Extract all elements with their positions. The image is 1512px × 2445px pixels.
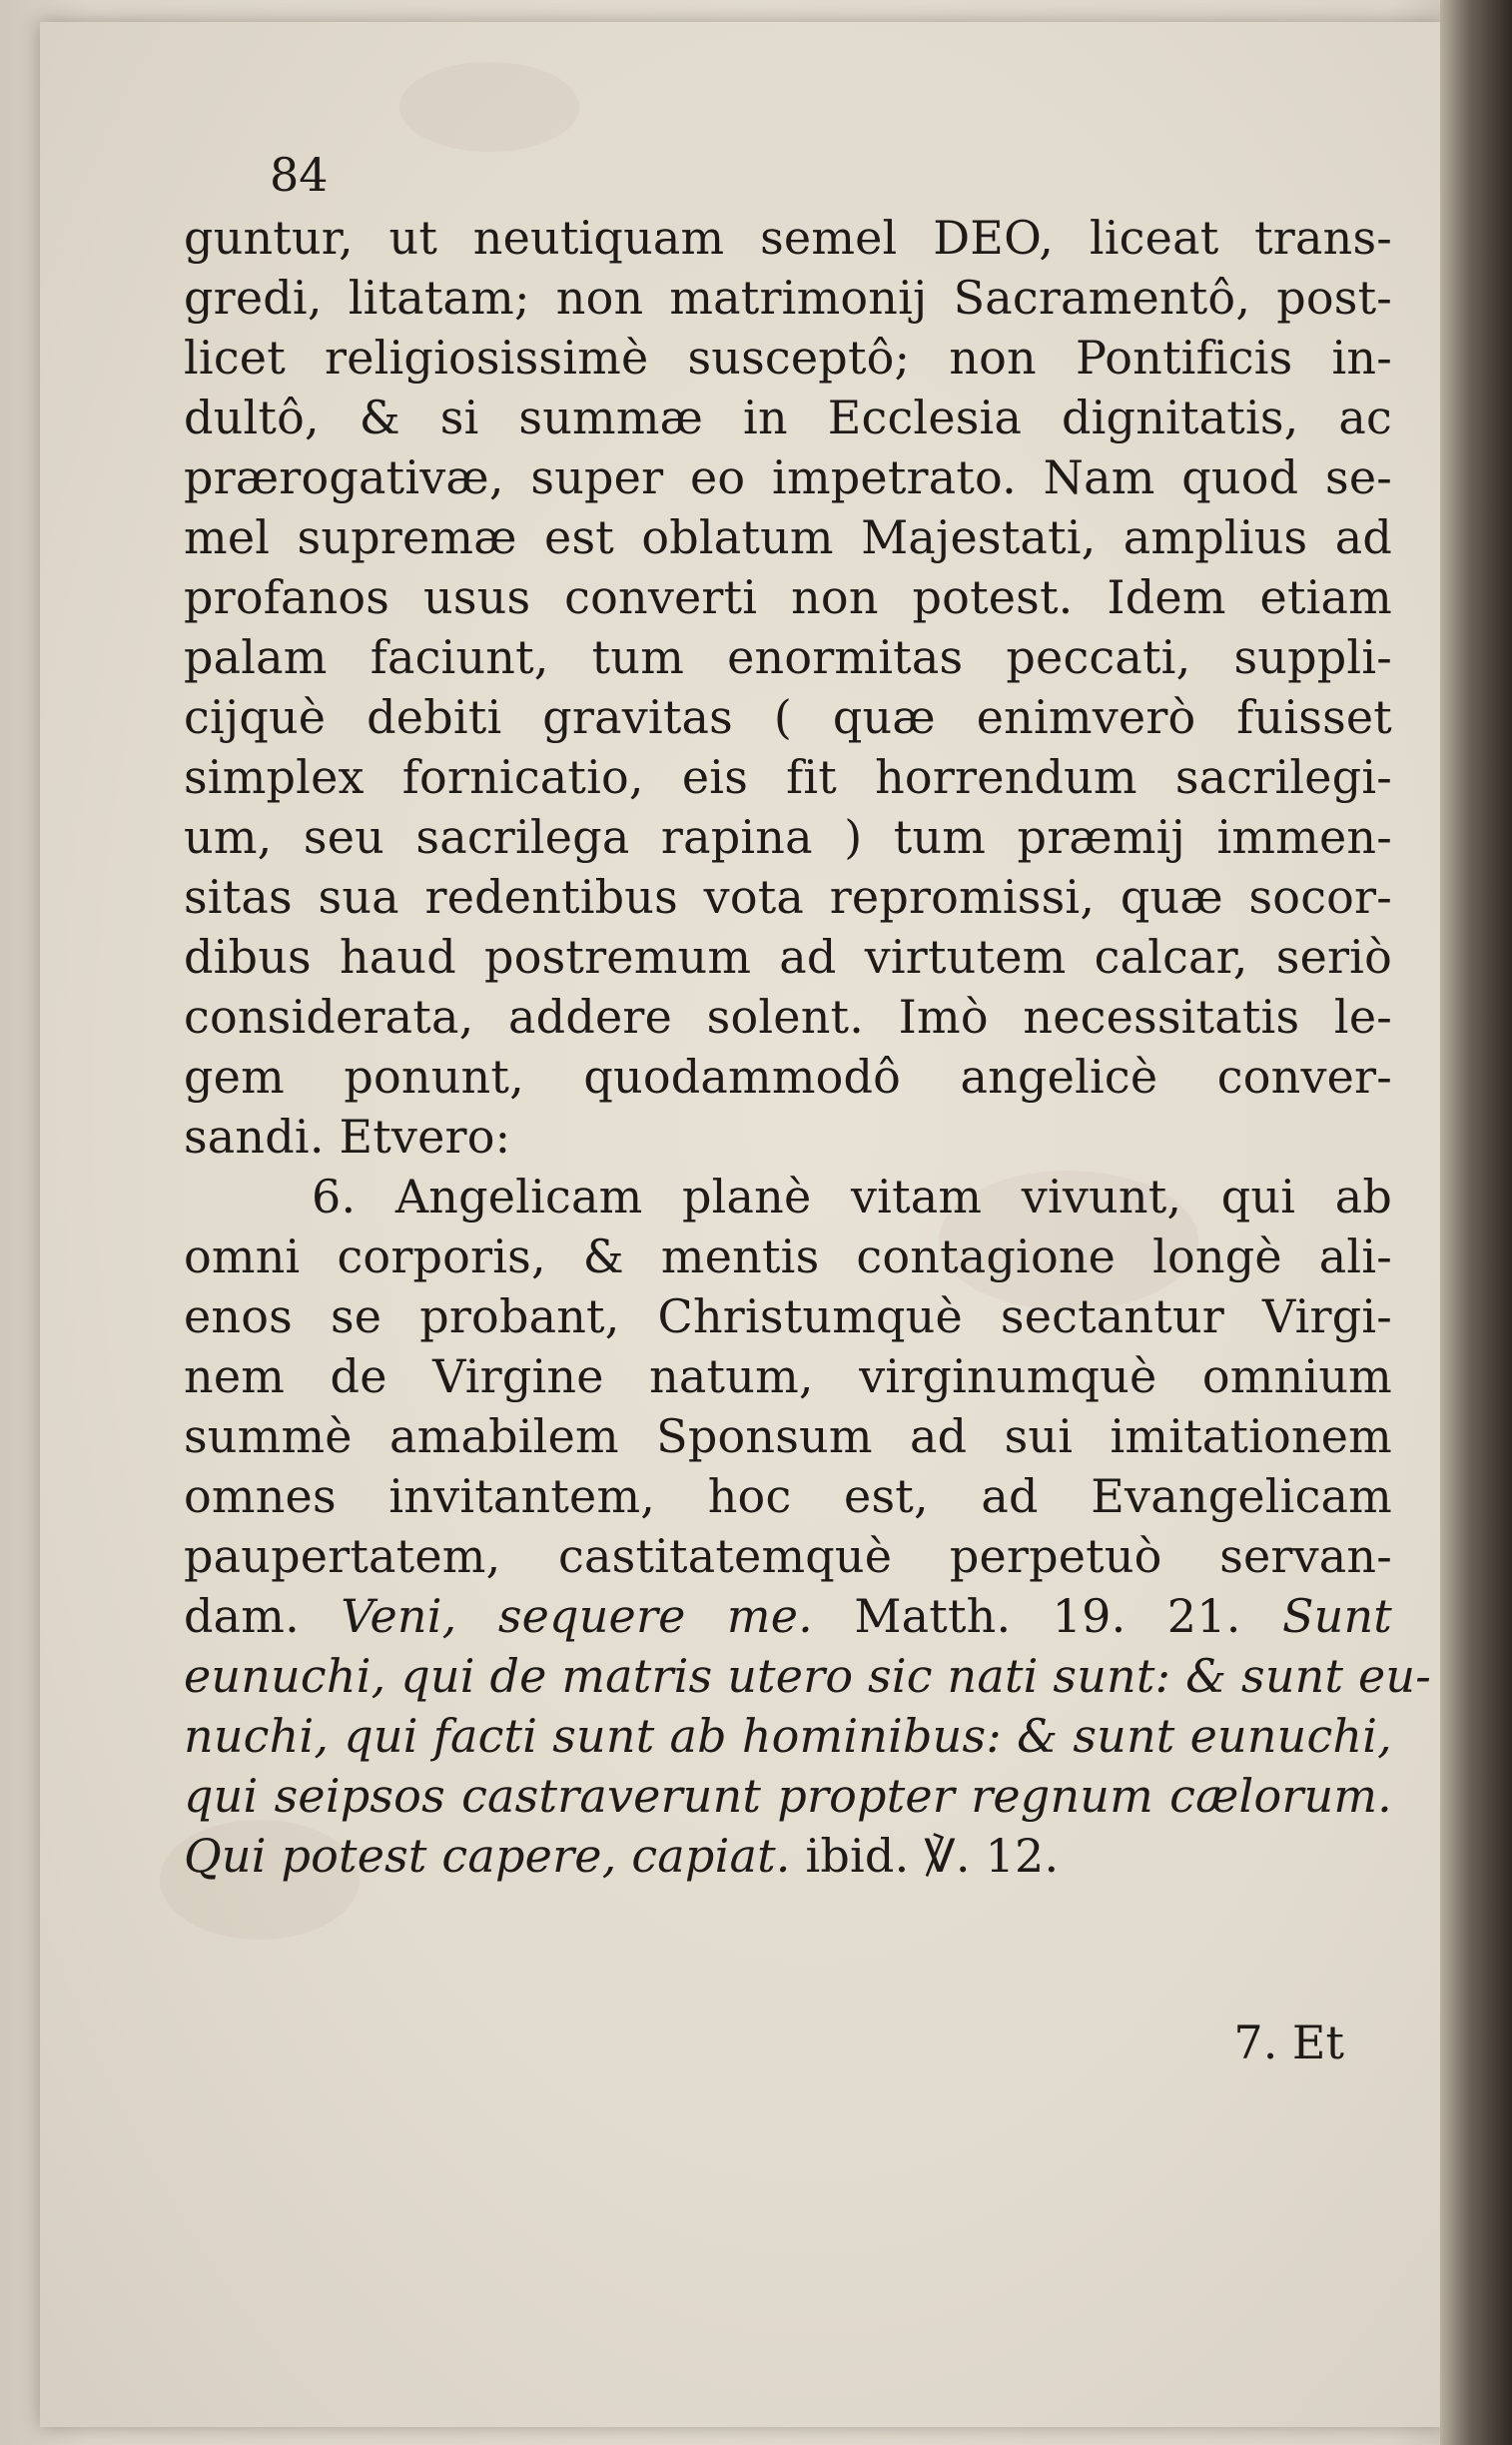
- paragraph-2: [184, 1167, 1432, 1886]
- text-line: [184, 1346, 1392, 1406]
- text-line: considerata, addere solent. Imò necessitatis le-: [184, 990, 1392, 1044]
- paper-stain: [399, 62, 579, 152]
- text-line: gem ponunt, quodammodô angelicè conver-: [184, 1050, 1392, 1104]
- text-line: gredi, litatam; non matrimonij Sacramentô, post-: [184, 271, 1392, 325]
- text-line: profanos usus converti non potest. Idem etiam: [184, 570, 1392, 624]
- text-line: dultô, & si summæ in Ecclesia dignitatis, ac: [184, 391, 1392, 444]
- binding-gutter: [1440, 0, 1512, 2445]
- text-line: dibus haud postremum ad virtutem calcar, seriò: [184, 930, 1392, 984]
- text-line: [184, 1406, 1392, 1466]
- italic-text: eunuchi, qui de matris utero sic nati sunt: & sunt eu-: [184, 1649, 1432, 1703]
- text-line: simplex fornicatio, eis fit horrendum sacrilegi-: [184, 750, 1392, 804]
- text-block: [184, 208, 1432, 1886]
- text-line: sitas sua redentibus vota repromissi, quæ socor-: [184, 870, 1392, 924]
- text-line: [184, 1526, 1392, 1586]
- text-line: [184, 1586, 1392, 1646]
- page-number: 84: [270, 148, 329, 202]
- text-line: [184, 1167, 1392, 1226]
- text-line: [184, 1226, 1392, 1286]
- text-segment: omnes invitantem, hoc est, ad Evangelicam: [184, 1469, 1392, 1523]
- text-line: sandi. Etvero:: [184, 1110, 511, 1164]
- catchword: 7. Et: [1233, 2016, 1344, 2069]
- text-segment: nem de Virgine natum, virginumquè omnium: [184, 1349, 1392, 1403]
- italic-text: nuchi, qui facti sunt ab hominibus: & sunt eunuchi,: [184, 1709, 1392, 1763]
- text-line: mel supremæ est oblatum Majestati, amplius ad: [184, 510, 1392, 564]
- text-segment: Matth. 19. 21.: [813, 1589, 1282, 1643]
- text-segment: dam.: [184, 1589, 342, 1643]
- text-line: [184, 1706, 1392, 1766]
- text-segment: ibid. ℣. 12.: [790, 1829, 1060, 1883]
- paragraph-1: [184, 208, 1392, 1167]
- text-segment: omni corporis, & mentis contagione longè ali-: [184, 1229, 1392, 1283]
- text-line: [184, 1286, 1392, 1346]
- text-segment: paupertatem, castitatemquè perpetuò servan-: [184, 1529, 1392, 1583]
- text-line: [184, 1766, 1392, 1826]
- text-segment: enos se probant, Christumquè sectantur Virgi-: [184, 1289, 1392, 1343]
- text-line: [184, 1826, 1392, 1886]
- text-line: licet religiosissimè susceptô; non Pontificis in-: [184, 331, 1392, 385]
- text-line: guntur, ut neutiquam semel DEO, liceat trans-: [184, 211, 1392, 265]
- text-line: prærogativæ, super eo impetrato. Nam quod se-: [184, 450, 1392, 504]
- text-line: cijquè debiti gravitas ( quæ enimverò fuisset: [184, 690, 1392, 744]
- text-line: [184, 1466, 1392, 1526]
- italic-text: qui seipsos castraverunt propter regnum cælorum.: [184, 1769, 1392, 1823]
- text-line: um, seu sacrilega rapina ) tum præmij immen-: [184, 810, 1392, 864]
- italic-text: Sunt: [1281, 1589, 1392, 1643]
- italic-text: Qui potest capere, capiat.: [184, 1829, 791, 1883]
- text-segment: summè amabilem Sponsum ad sui imitationem: [184, 1409, 1392, 1463]
- text-line: palam faciunt, tum enormitas peccati, suppli-: [184, 630, 1392, 684]
- text-line: [184, 1646, 1432, 1706]
- italic-text: Veni, sequere me.: [341, 1589, 813, 1643]
- text-segment: 6. Angelicam planè vitam vivunt, qui ab: [312, 1170, 1392, 1223]
